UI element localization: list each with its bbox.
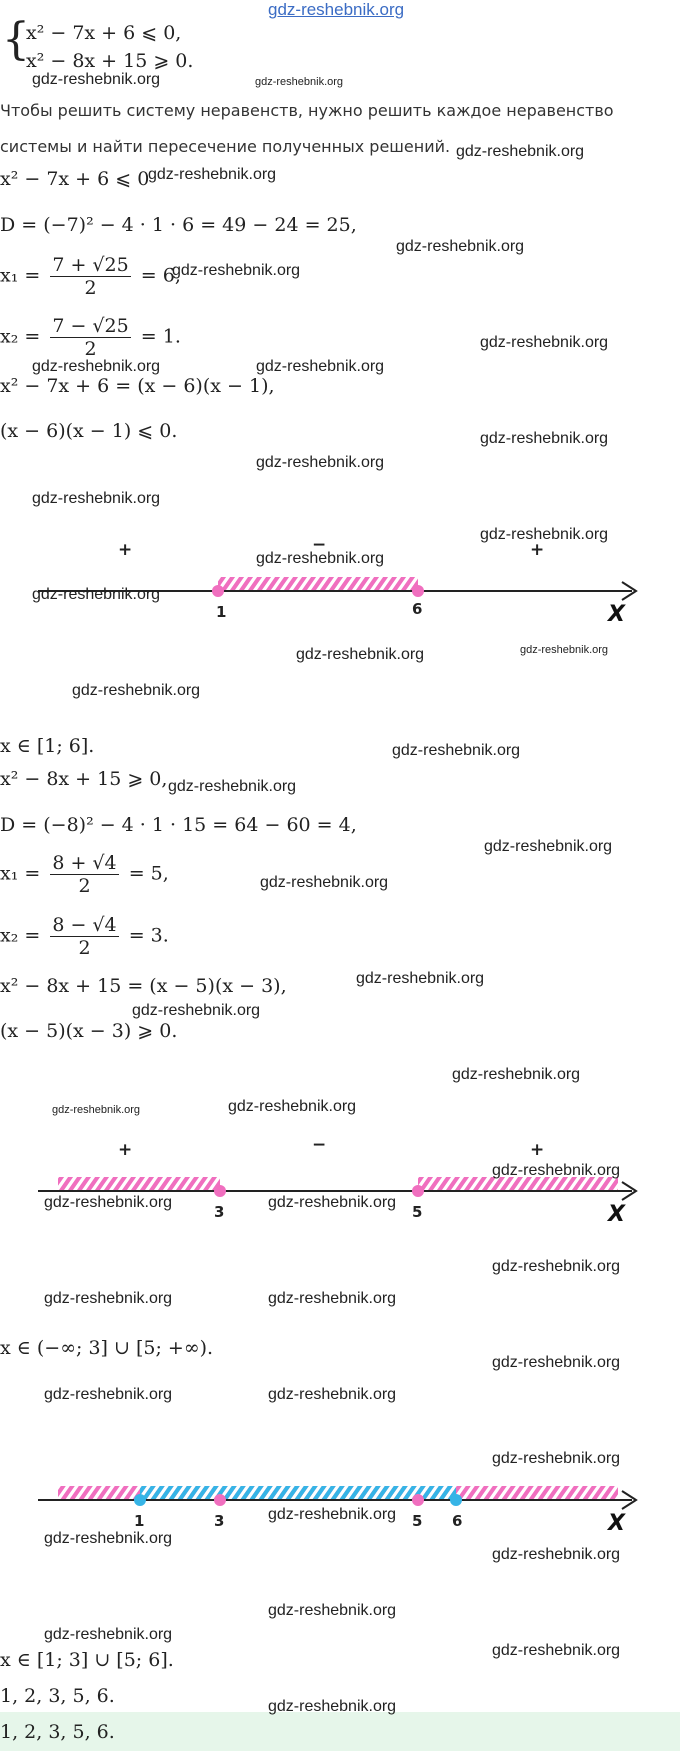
second-x2-fraction — [50, 914, 118, 959]
watermark: gdz-reshebnik.org — [480, 334, 609, 351]
first-factor-inequality: (x − 6)(x − 1) ⩽ 0. — [0, 420, 178, 442]
watermark: gdz-reshebnik.org — [492, 1258, 621, 1275]
watermark: gdz-reshebnik.org — [484, 838, 613, 855]
watermark: gdz-reshebnik.org — [260, 874, 389, 891]
watermark: gdz-reshebnik.org — [32, 586, 161, 603]
first-x1-label: x₁ = — [0, 264, 41, 287]
second-factor-inequality: (x − 5)(x − 3) ⩾ 0. — [0, 1020, 178, 1042]
first-root-2 — [0, 315, 181, 360]
watermark: gdz-reshebnik.org — [268, 1290, 397, 1307]
watermark: gdz-reshebnik.org — [44, 1386, 173, 1403]
number-line-2 — [0, 1120, 680, 1250]
second-factorization: x² − 8x + 15 = (x − 5)(x − 3), — [0, 975, 287, 997]
integer-solutions: 1, 2, 3, 5, 6. — [0, 1685, 115, 1707]
watermark: gdz-reshebnik.org — [168, 778, 297, 795]
intro-line-2: системы и найти пересечение полученных решений. — [0, 137, 451, 156]
d3-point-6 — [450, 1494, 462, 1506]
watermark: gdz-reshebnik.org — [492, 1450, 621, 1467]
d1-tick-6: 6 — [412, 600, 423, 618]
second-solution: x ∈ (−∞; 3] ∪ [5; +∞). — [0, 1337, 214, 1359]
d1-sign-right: + — [530, 540, 545, 560]
d3-point-3 — [214, 1494, 226, 1506]
d2-sign-mid: − — [312, 1135, 327, 1155]
watermark: gdz-reshebnik.org — [32, 358, 161, 375]
d2-axis-label: X — [608, 1202, 625, 1227]
watermark: gdz-reshebnik.org — [492, 1642, 621, 1659]
d3-tick-3: 3 — [214, 1512, 225, 1530]
second-x1-label: x₁ = — [0, 862, 41, 885]
watermark: gdz-reshebnik.org — [32, 71, 161, 88]
second-discriminant: D = (−8)² − 4 · 1 · 15 = 64 − 60 = 4, — [0, 814, 357, 836]
watermark: gdz-reshebnik.org — [256, 358, 385, 375]
first-x2-label: x₂ = — [0, 325, 41, 348]
watermark: gdz-reshebnik.org — [296, 646, 425, 663]
watermark: gdz-reshebnik.org — [456, 143, 585, 160]
watermark: gdz-reshebnik.org — [452, 1066, 581, 1083]
second-x1-numerator: 8 + √4 — [52, 852, 117, 874]
watermark: gdz-reshebnik.org — [228, 1098, 357, 1115]
second-x2-numerator: 8 − √4 — [52, 914, 117, 936]
d3-tick-6: 6 — [452, 1512, 463, 1530]
watermark: gdz-reshebnik.org — [32, 490, 161, 507]
first-x2-denominator: 2 — [84, 338, 97, 360]
first-solution: x ∈ [1; 6]. — [0, 735, 95, 757]
watermark: gdz-reshebnik.org — [52, 1104, 141, 1116]
second-x2-label: x₂ = — [0, 924, 41, 947]
watermark: gdz-reshebnik.org — [172, 262, 301, 279]
system-line-2: x² − 8x + 15 ⩾ 0. — [26, 50, 194, 72]
watermark: gdz-reshebnik.org — [268, 1194, 397, 1211]
d2-hatch-left — [58, 1177, 220, 1191]
watermark: gdz-reshebnik.org — [44, 1290, 173, 1307]
watermark: gdz-reshebnik.org — [268, 1506, 397, 1523]
second-x1-fraction — [50, 852, 118, 897]
system-line-1: x² − 7x + 6 ⩽ 0, — [26, 22, 182, 44]
d2-point-5 — [412, 1185, 424, 1197]
d3-hatch-blue — [140, 1486, 456, 1500]
d2-sign-left: + — [118, 1140, 133, 1160]
d3-point-1 — [134, 1494, 146, 1506]
watermark: gdz-reshebnik.org — [256, 550, 385, 567]
first-x1-result: = 6, — [140, 264, 181, 287]
first-x1-denominator: 2 — [84, 277, 97, 299]
watermark: gdz-reshebnik.org — [492, 1354, 621, 1371]
system-brace: { — [2, 14, 30, 65]
watermark: gdz-reshebnik.org — [480, 526, 609, 543]
d3-axis-label: X — [608, 1511, 625, 1536]
first-root-1 — [0, 254, 181, 299]
first-x2-numerator: 7 − √25 — [52, 315, 129, 337]
watermark: gdz-reshebnik.org — [356, 970, 485, 987]
first-x2-fraction — [50, 315, 130, 360]
intro-line-1: Чтобы решить систему неравенств, нужно решить каждое неравенство — [0, 101, 614, 120]
watermark: gdz-reshebnik.org — [255, 76, 344, 88]
watermark: gdz-reshebnik.org — [72, 682, 201, 699]
watermark: gdz-reshebnik.org — [132, 1002, 261, 1019]
watermark: gdz-reshebnik.org — [268, 1602, 397, 1619]
second-root-2 — [0, 914, 169, 959]
d2-tick-3: 3 — [214, 1203, 225, 1221]
first-x1-fraction — [50, 254, 130, 299]
second-x1-denominator: 2 — [78, 875, 91, 897]
watermark: gdz-reshebnik.org — [492, 1546, 621, 1563]
second-x1-result: = 5, — [128, 862, 169, 885]
second-x2-result: = 3. — [128, 924, 169, 947]
first-x2-result: = 1. — [140, 325, 181, 348]
watermark: gdz-reshebnik.org — [44, 1194, 173, 1211]
d1-hatch-1-6 — [218, 577, 418, 591]
watermark: gdz-reshebnik.org — [256, 454, 385, 471]
first-inequality: x² − 7x + 6 ⩽ 0 — [0, 168, 150, 190]
d3-tick-5: 5 — [412, 1512, 423, 1530]
d1-tick-1: 1 — [216, 603, 227, 621]
d2-point-3 — [214, 1185, 226, 1197]
second-x2-denominator: 2 — [78, 937, 91, 959]
first-x1-numerator: 7 + √25 — [52, 254, 129, 276]
first-discriminant: D = (−7)² − 4 · 1 · 6 = 49 − 24 = 25, — [0, 214, 357, 236]
watermark: gdz-reshebnik.org — [392, 742, 521, 759]
watermark: gdz-reshebnik.org — [396, 238, 525, 255]
d1-sign-mid: − — [312, 535, 327, 555]
second-inequality: x² − 8x + 15 ⩾ 0, — [0, 768, 168, 790]
site-link[interactable]: gdz-reshebnik.org — [268, 0, 405, 19]
watermark: gdz-reshebnik.org — [268, 1698, 397, 1715]
d2-sign-right: + — [530, 1140, 545, 1160]
watermark: gdz-reshebnik.org — [480, 430, 609, 447]
d1-sign-left: + — [118, 540, 133, 560]
watermark: gdz-reshebnik.org — [44, 1530, 173, 1547]
watermark: gdz-reshebnik.org — [268, 1386, 397, 1403]
watermark: gdz-reshebnik.org — [148, 166, 277, 183]
answer-text: 1, 2, 3, 5, 6. — [0, 1721, 115, 1743]
watermark: gdz-reshebnik.org — [44, 1626, 173, 1643]
d3-tick-1: 1 — [134, 1512, 145, 1530]
second-root-1 — [0, 852, 169, 897]
final-solution: x ∈ [1; 3] ∪ [5; 6]. — [0, 1649, 174, 1671]
d1-point-1 — [212, 585, 224, 597]
watermark: gdz-reshebnik.org — [492, 1162, 621, 1179]
d2-tick-5: 5 — [412, 1203, 423, 1221]
d1-point-6 — [412, 585, 424, 597]
first-factorization: x² − 7x + 6 = (x − 6)(x − 1), — [0, 375, 275, 397]
watermark: gdz-reshebnik.org — [520, 644, 609, 656]
d3-point-5 — [412, 1494, 424, 1506]
d1-axis-label: X — [608, 602, 625, 627]
